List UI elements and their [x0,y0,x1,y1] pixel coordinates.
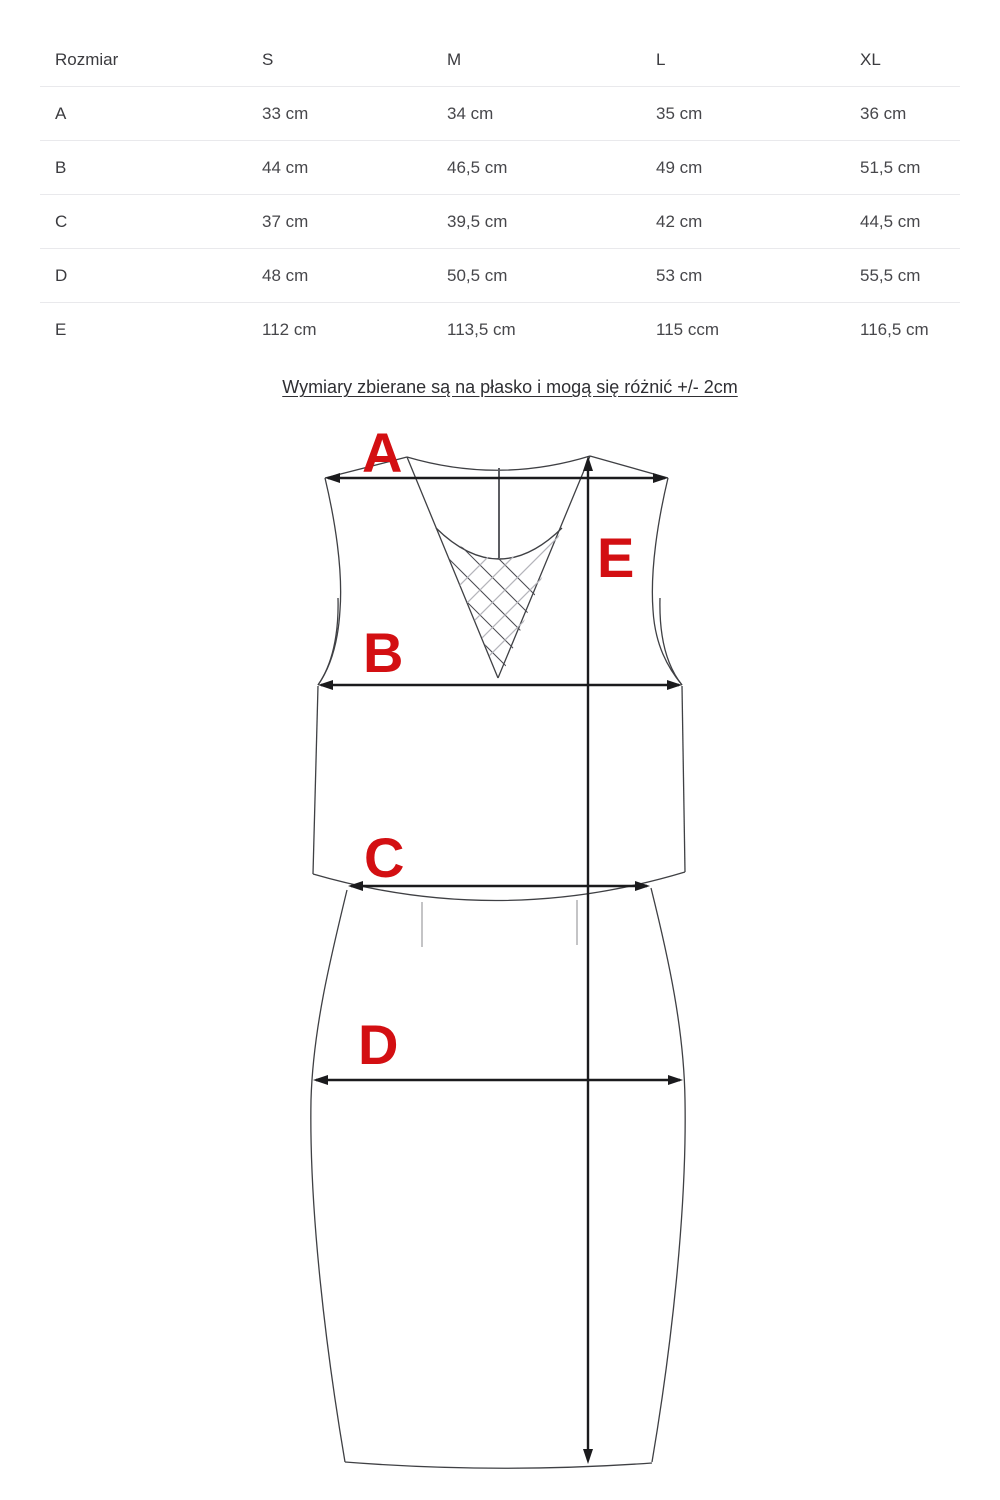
cell-e-s: 112 cm [262,320,317,339]
table-row-e [40,303,960,357]
measure-arrow-d [313,1075,683,1085]
header-cell-s: S [262,49,274,69]
header-cell-l: L [656,49,666,69]
diagram-label-d: D [358,1013,399,1076]
cell-d-l: 53 cm [656,265,703,285]
diagram-label-a: A [362,421,403,484]
diagram-label-c: C [364,826,405,889]
header-cell-m: M [447,49,462,69]
row-label: A [55,103,67,123]
cell-d-xl: 55,5 cm [860,265,921,285]
cell-a-s: 33 cm [262,103,309,123]
size-table-header-row [40,33,960,87]
cell-c-xl: 44,5 cm [860,211,921,231]
dress-measurement-diagram [0,420,1000,1480]
cell-b-s: 44 cm [262,157,309,177]
measure-arrow-e [583,456,593,1464]
header-cell-xl: XL [860,49,881,69]
cell-c-s: 37 cm [262,211,309,231]
cell-b-m: 46,5 cm [447,157,508,177]
table-row-b [40,141,960,195]
cell-e-xl: 116,5 cm [860,320,929,339]
row-label: B [55,157,67,177]
header-cell-rozmiar: Rozmiar [55,49,119,69]
cell-a-l: 35 cm [656,103,703,123]
cell-d-s: 48 cm [262,265,309,285]
row-label: E [55,320,67,339]
diagram-label-b: B [363,621,404,684]
cell-a-m: 34 cm [447,103,494,123]
cell-b-xl: 51,5 cm [860,157,921,177]
cell-c-m: 39,5 cm [447,211,508,231]
cell-e-m: 113,5 cm [447,320,516,339]
measurement-note: Wymiary zbierane są na płasko i mogą się różnić +/- 2cm [282,377,738,397]
size-table [40,33,960,357]
cell-b-l: 49 cm [656,157,703,177]
table-row-a [40,87,960,141]
row-label: D [55,265,68,285]
diagram-label-e: E [597,526,635,589]
table-row-d [40,249,960,303]
cell-c-l: 42 cm [656,211,703,231]
cell-e-l: 115 ccm [656,320,719,339]
table-row-c [40,195,960,249]
cell-a-xl: 36 cm [860,103,907,123]
row-label: C [55,211,68,231]
cell-d-m: 50,5 cm [447,265,508,285]
